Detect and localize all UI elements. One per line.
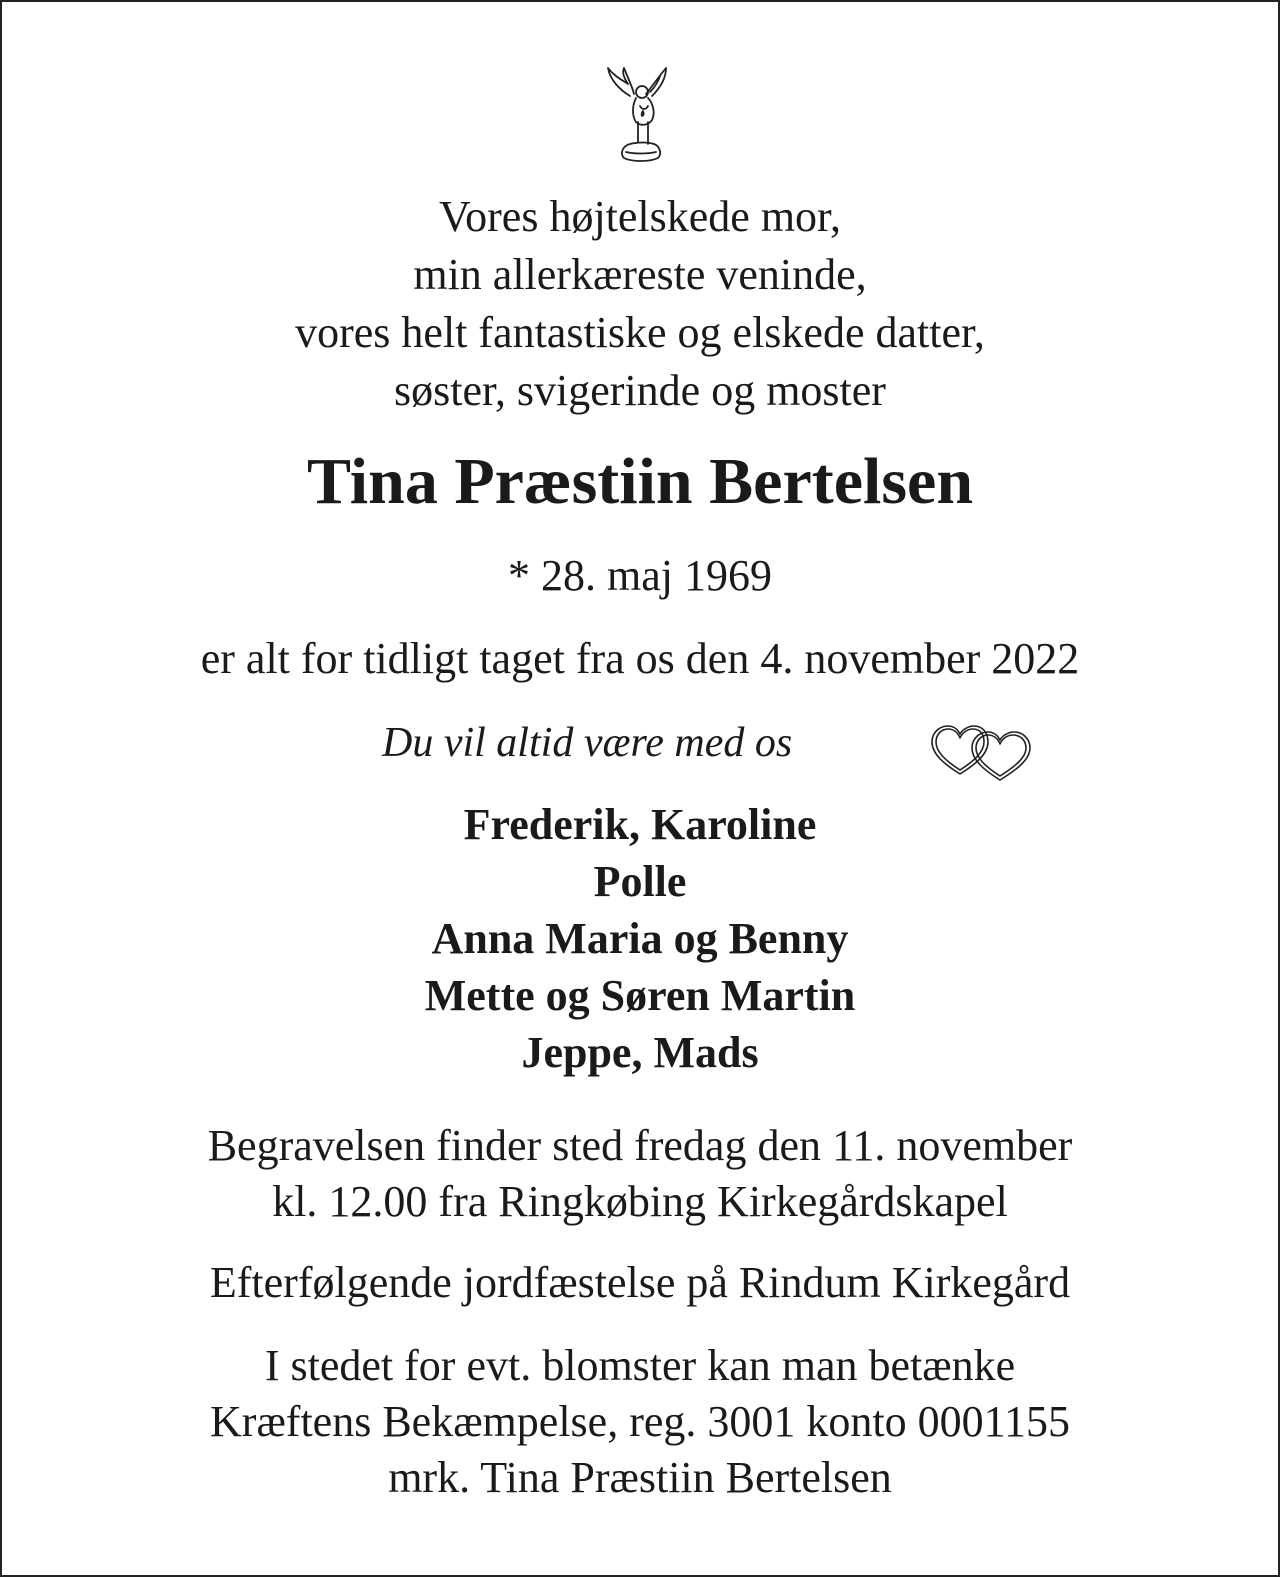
donation-line: mrk. Tina Præstiin Bertelsen [388, 1453, 892, 1502]
funeral-line: kl. 12.00 fra Ringkøbing Kirkegårdskapel [272, 1177, 1008, 1226]
intro-line: søster, svigerinde og moster [394, 366, 886, 415]
motto-row [2, 714, 1278, 780]
birth-date: * 28. maj 1969 [508, 551, 772, 600]
death-notice: er alt for tidligt taget fra os den 4. november 2022 [200, 634, 1080, 683]
family-line: Mette og Søren Martin [424, 971, 856, 1020]
funeral-line: Begravelsen finder sted fredag den 11. november [207, 1121, 1073, 1170]
family-line: Polle [593, 857, 687, 906]
angel-with-candle-icon [602, 62, 674, 166]
family-line: Frederik, Karoline [463, 800, 817, 849]
deceased-name: Tina Præstiin Bertelsen [306, 445, 974, 518]
family-line: Anna Maria og Benny [431, 914, 849, 963]
intro-text [2, 188, 1278, 420]
motto-text: Du vil altid være med os [382, 720, 793, 766]
funeral-info [2, 1118, 1278, 1230]
burial-info: Efterfølgende jordfæstelse på Rindum Kirkegård [209, 1258, 1071, 1307]
intro-line: Vores højtelskede mor, [439, 192, 841, 241]
intro-line: vores helt fantastiske og elskede datter, [295, 308, 985, 357]
donation-line: Kræftens Bekæmpelse, reg. 3001 konto 0001155 [210, 1397, 1070, 1446]
donation-info [2, 1338, 1278, 1506]
intro-line: min allerkæreste veninde, [413, 250, 867, 299]
two-hearts-icon [926, 718, 1038, 784]
family-names [2, 796, 1278, 1081]
donation-line: I stedet for evt. blomster kan man betænke [264, 1341, 1016, 1390]
family-line: Jeppe, Mads [521, 1028, 759, 1077]
